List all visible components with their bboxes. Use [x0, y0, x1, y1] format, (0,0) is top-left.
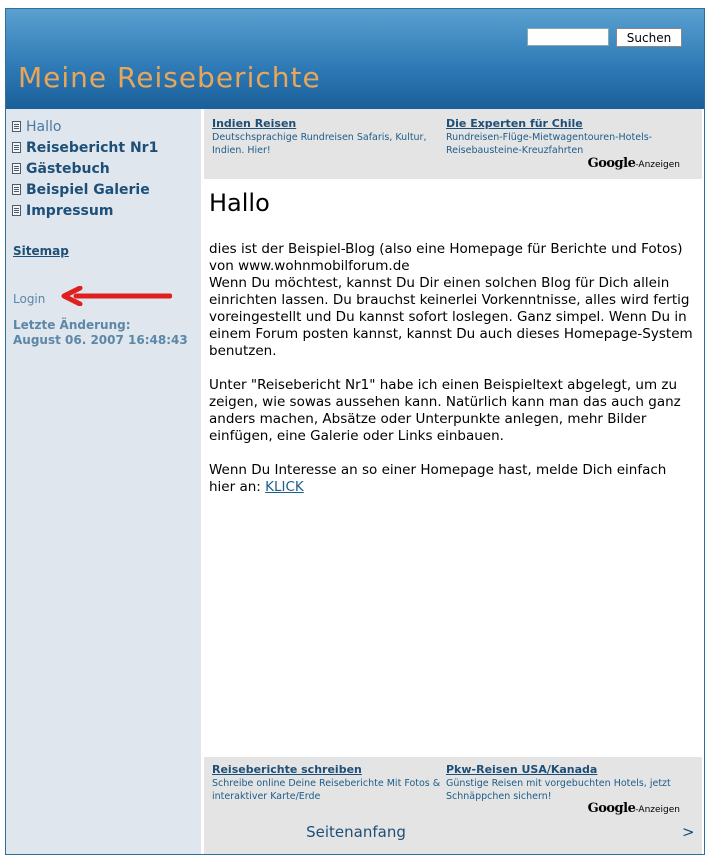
sidebar-item-reisebericht[interactable]	[12, 137, 158, 158]
sidebar-item-label: Beispiel Galerie	[26, 181, 150, 198]
google-ads-label[interactable]	[588, 801, 680, 816]
document-icon	[12, 184, 21, 195]
sidebar-item-label: Gästebuch	[26, 160, 110, 177]
ad-item[interactable]	[446, 117, 676, 157]
login-link[interactable]: Login	[13, 292, 46, 306]
sidebar-item-galerie[interactable]	[12, 179, 158, 200]
google-logo: Google	[587, 156, 636, 171]
back-to-top-arrow[interactable]: >	[682, 823, 695, 841]
ads-suffix: -Anzeigen	[635, 160, 680, 170]
ad-text: Deutschsprachige Rundreisen Safaris, Kultur, Indien. Hier!	[212, 132, 427, 156]
ad-block-top	[204, 109, 702, 179]
sidebar-item-gaestebuch[interactable]	[12, 158, 158, 179]
ad-item[interactable]	[446, 763, 676, 803]
search-button[interactable]: Suchen	[616, 28, 682, 47]
article-body	[209, 241, 694, 513]
sidebar-nav	[12, 116, 158, 221]
ad-title[interactable]: Indien Reisen	[212, 117, 297, 130]
sidebar-item-label: Impressum	[26, 202, 114, 219]
back-to-top-link[interactable]: Seitenanfang	[306, 823, 406, 841]
google-ads-label[interactable]	[588, 156, 680, 171]
main-content	[204, 109, 702, 854]
paragraph-text: Wenn Du Interesse an so einer Homepage hast, melde Dich einfach hier an:	[209, 462, 667, 495]
last-change	[13, 318, 188, 348]
search-input[interactable]	[527, 28, 609, 46]
ad-text: Schreibe online Deine Reiseberichte Mit Fotos & interaktiver Karte/Erde	[212, 778, 441, 802]
ad-text: Günstige Reisen mit vorgebuchten Hotels, jetzt Schnäppchen sichern!	[446, 778, 671, 802]
ad-title[interactable]: Reiseberichte schreiben	[212, 763, 362, 776]
ads-suffix: -Anzeigen	[635, 805, 680, 815]
paragraph	[209, 241, 694, 360]
document-icon	[12, 121, 21, 132]
paragraph-text: Wenn Du möchtest, kannst Du Dir einen solchen Blog für Dich allein einrichten lassen. Du brauchst keinerlei Vorkenntnisse, alles wird fertig voreingestellt und Du kannst sofort loslegen. Ganz simpel. Wenn Du in einem Forum posten kannst, kannst Du auch dieses Homepage-System benutzen.	[209, 275, 693, 359]
sidebar-item-hallo[interactable]	[12, 116, 158, 137]
document-icon	[12, 142, 21, 153]
ad-text: Rundreisen-Flüge-Mietwagentouren-Hotels-Reisebausteine-Kreuzfahrten	[446, 132, 653, 156]
ad-title[interactable]: Pkw-Reisen USA/Kanada	[446, 763, 598, 776]
header	[6, 9, 704, 109]
document-icon	[12, 163, 21, 174]
ad-title[interactable]: Die Experten für Chile	[446, 117, 583, 130]
last-change-label: Letzte Änderung:	[13, 318, 131, 332]
paragraph	[209, 462, 694, 496]
page-title: Hallo	[209, 189, 270, 217]
document-icon	[12, 205, 21, 216]
sidebar-item-impressum[interactable]	[12, 200, 158, 221]
paragraph-text: dies ist der Beispiel-Blog (also eine Homepage für Berichte und Fotos) von www.wohnmobilforum.de	[209, 241, 683, 274]
ad-item[interactable]	[212, 117, 442, 157]
page-frame	[5, 8, 705, 855]
sitemap-link[interactable]: Sitemap	[13, 244, 69, 258]
last-change-value: August 06. 2007 16:48:43	[13, 333, 188, 347]
site-title: Meine Reiseberichte	[18, 61, 321, 94]
paragraph: Unter "Reisebericht Nr1" habe ich einen Beispieltext abgelegt, um zu zeigen, wie sowas aussehen kann. Natürlich kann man das auch ganz anders machen, Absätze oder Unterpunkte anlegen, mehr Bilder einfügen, eine Galerie oder Links einbauen.	[209, 377, 681, 444]
sidebar	[6, 109, 201, 854]
google-logo: Google	[587, 801, 636, 816]
ad-item[interactable]	[212, 763, 442, 803]
sidebar-item-label: Hallo	[26, 118, 62, 135]
sidebar-item-label: Reisebericht Nr1	[26, 139, 159, 156]
red-arrow-annotation-icon	[60, 286, 172, 306]
klick-link[interactable]: KLICK	[265, 479, 304, 495]
